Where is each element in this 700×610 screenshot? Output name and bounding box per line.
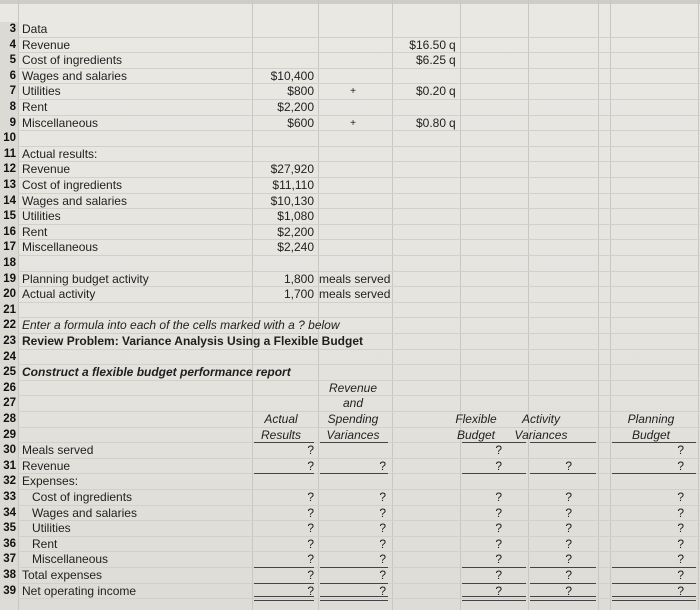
row-label: Actual results: [22,146,98,161]
flexible-budget-cell[interactable]: ? [495,490,502,504]
flexible-budget-cell[interactable]: ? [495,552,502,567]
column-header-rev_spending: Variances [326,427,380,442]
revenue-spending-variance-cell[interactable]: ? [379,583,386,598]
column-gridline [598,0,599,610]
flexible-budget-cell[interactable]: ? [495,583,502,598]
net-income-double-underline [462,596,526,601]
net-income-double-underline [320,596,388,601]
row-number[interactable]: 8 [0,100,18,116]
row-number[interactable]: 22 [0,318,18,334]
row-number[interactable]: 31 [0,459,18,475]
expenses-subtotal-underline [530,567,596,568]
row-gridline [0,255,700,256]
activity-variance-cell[interactable]: ? [565,505,572,520]
revenue-underline [254,473,314,474]
row-label: Wages and salaries [32,505,137,520]
row-gridline [0,161,700,162]
fixed-value-cell: $10,400 [270,68,314,83]
fixed-value-cell: $800 [287,84,314,99]
actual-results-cell[interactable]: ? [307,505,314,520]
fixed-value-cell: 1,700 [283,287,314,302]
expenses-subtotal-underline [612,567,696,568]
row-label: Miscellaneous [32,552,109,567]
row-label: Utilities [22,209,61,224]
column-header-rev_spending: and [342,396,364,411]
revenue-spending-variance-cell[interactable]: ? [379,490,386,504]
header-underline [254,442,314,443]
expenses-subtotal-underline [462,567,526,568]
column-header-activity: Activity [521,412,560,426]
revenue-spending-variance-cell[interactable]: ? [379,568,386,582]
variable-rate-cell: $0.80 [415,115,446,130]
column-gridline [318,0,319,610]
net-income-double-underline [254,596,314,601]
row-label: Total expenses [22,568,103,582]
row-label: Utilities [22,84,61,99]
column-header-rev_spending: Spending [327,412,379,426]
row-label: Review Problem: Variance Analysis Using a Flexible Budget [22,334,364,348]
row-number[interactable]: 26 [0,381,18,397]
row-number[interactable]: 34 [0,506,18,522]
fixed-value-cell: $1,080 [277,209,314,224]
actual-results-cell[interactable]: ? [307,583,314,598]
fixed-value-cell: $2,240 [277,240,314,255]
row-label: Planning budget activity [22,271,149,286]
planning-budget-cell[interactable]: ? [677,536,684,551]
activity-unit-label: meals served [319,271,391,286]
header-underline [530,442,596,443]
column-header-actual: Actual [264,412,298,426]
row-gridline [0,224,700,225]
variable-rate-cell: $0.20 [415,84,446,99]
row-number[interactable]: 36 [0,537,18,553]
row-gridline [0,146,700,147]
actual-results-cell[interactable]: ? [307,568,314,582]
row-number[interactable]: 38 [0,568,18,584]
revenue-underline [530,473,596,474]
expenses-subtotal-underline [254,567,314,568]
row-label: Wages and salaries [22,193,127,208]
planning-budget-cell[interactable]: ? [677,521,684,536]
total-expenses-underline [462,583,526,584]
fixed-value-cell: $10,130 [270,193,314,208]
row-gridline [0,37,700,38]
activity-unit-label: meals served [319,287,391,302]
revenue-underline [612,473,696,474]
row-number[interactable]: 12 [0,162,18,178]
flexible-budget-cell[interactable]: ? [495,536,502,551]
net-income-double-underline [530,596,596,601]
column-gridline [18,0,19,610]
column-gridline [698,0,699,610]
row-number[interactable]: 15 [0,209,18,225]
column-header-flexible: Flexible [455,412,497,426]
row-label: Miscellaneous [22,115,99,130]
planning-budget-cell[interactable]: ? [677,443,684,458]
total-expenses-underline [254,583,314,584]
row-number[interactable]: 10 [0,131,18,147]
revenue-spending-variance-cell[interactable]: ? [379,552,386,567]
row-number[interactable]: 33 [0,490,18,506]
row-label: Meals served [22,443,94,458]
row-number[interactable]: 18 [0,256,18,272]
activity-variance-cell[interactable]: ? [565,583,572,598]
row-number[interactable]: 29 [0,428,18,444]
row-label: Actual activity [22,287,96,302]
total-expenses-underline [530,583,596,584]
row-number[interactable]: 16 [0,225,18,241]
row-label: Miscellaneous [22,240,99,255]
top-edge [0,0,700,4]
revenue-underline [462,473,526,474]
flexible-budget-cell[interactable]: ? [495,443,502,458]
revenue-spending-variance-cell[interactable]: ? [379,536,386,551]
row-number[interactable]: 37 [0,552,18,568]
row-number[interactable]: 28 [0,412,18,428]
planning-budget-cell[interactable]: ? [677,568,684,582]
row-label: Revenue [22,37,71,52]
net-income-double-underline [612,596,696,601]
planning-budget-cell[interactable]: ? [677,552,684,567]
header-underline [612,442,696,443]
column-header-rev_spending: Revenue [328,380,378,395]
row-number[interactable]: 21 [0,303,18,319]
row-number[interactable]: 6 [0,69,18,85]
actual-results-cell[interactable]: ? [307,443,314,458]
unit-q-label: q [449,115,456,130]
actual-results-cell[interactable]: ? [307,490,314,504]
column-gridline [610,0,611,610]
row-label: Expenses: [22,474,79,489]
actual-results-cell[interactable]: ? [307,458,314,473]
row-number[interactable]: 17 [0,240,18,256]
flexible-budget-cell[interactable]: ? [495,568,502,582]
row-number[interactable]: 24 [0,350,18,366]
row-number[interactable]: 13 [0,178,18,194]
row-label: Utilities [32,521,71,536]
actual-results-cell[interactable]: ? [307,536,314,551]
column-header-planning: Budget [631,427,671,442]
row-label: Data [22,22,48,36]
row-label: Rent [32,536,58,551]
column-gridline [528,0,529,610]
revenue-spending-variance-cell[interactable]: ? [379,505,386,520]
activity-variance-cell[interactable]: ? [565,458,572,473]
row-number[interactable]: 35 [0,521,18,537]
row-number[interactable]: 7 [0,84,18,100]
fixed-value-cell: $2,200 [277,224,314,239]
plus-sign: + [350,117,356,129]
flexible-budget-cell[interactable]: ? [495,458,502,473]
row-label: Wages and salaries [22,68,127,83]
header-underline [462,442,526,443]
flexible-budget-cell[interactable]: ? [495,505,502,520]
row-number[interactable]: 5 [0,53,18,69]
column-header-planning: Planning [627,412,675,426]
row-label: Revenue [22,458,71,473]
unit-q-label: q [449,53,456,68]
flexible-budget-cell[interactable]: ? [495,521,502,536]
row-gridline [0,239,700,240]
fixed-value-cell: $2,200 [277,100,314,114]
row-label: Net operating income [22,583,137,598]
actual-results-cell[interactable]: ? [307,552,314,567]
row-number[interactable]: 19 [0,272,18,288]
row-label: Revenue [22,162,71,177]
actual-results-cell[interactable]: ? [307,521,314,536]
row-label: Cost of ingredients [22,178,123,192]
row-number[interactable]: 23 [0,334,18,350]
row-number[interactable]: 27 [0,396,18,412]
total-expenses-underline [612,583,696,584]
activity-variance-cell[interactable]: ? [565,490,572,504]
column-header-activity: Variances [514,427,568,442]
revenue-underline [320,473,388,474]
revenue-spending-variance-cell[interactable]: ? [379,458,386,473]
row-number[interactable]: 3 [0,22,18,38]
row-number[interactable]: 4 [0,38,18,54]
total-expenses-underline [320,583,388,584]
fixed-value-cell: $600 [287,115,314,130]
fixed-value-cell: $11,110 [272,178,314,192]
activity-variance-cell[interactable]: ? [565,536,572,551]
variable-rate-cell: $16.50 [409,37,446,52]
row-label: Construct a flexible budget performance report [22,365,291,380]
revenue-spending-variance-cell[interactable]: ? [379,521,386,536]
planning-budget-cell[interactable]: ? [677,583,684,598]
row-number[interactable]: 9 [0,116,18,132]
fixed-value-cell: $27,920 [270,162,314,177]
header-underline [320,442,388,443]
variable-rate-cell: $6.25 [415,53,446,68]
row-number[interactable]: 11 [0,147,18,163]
column-header-actual: Results [260,427,301,442]
plus-sign: + [350,86,356,98]
row-label: Enter a formula into each of the cells marked with a ? below [22,318,340,333]
activity-variance-cell[interactable]: ? [565,568,572,582]
fixed-value-cell: 1,800 [283,271,314,286]
row-number[interactable]: 30 [0,443,18,459]
row-number[interactable]: 25 [0,365,18,381]
unit-q-label: q [449,84,456,99]
row-number[interactable]: 14 [0,194,18,210]
activity-variance-cell[interactable]: ? [565,521,572,536]
row-label: Cost of ingredients [22,53,123,68]
row-label: Rent [22,100,48,114]
row-label: Rent [22,224,48,239]
unit-q-label: q [449,37,456,52]
row-number[interactable]: 39 [0,584,18,600]
column-header-flexible: Budget [456,427,496,442]
planning-budget-cell[interactable]: ? [677,458,684,473]
planning-budget-cell[interactable]: ? [677,490,684,504]
row-number[interactable]: 20 [0,287,18,303]
row-number[interactable]: 32 [0,474,18,490]
planning-budget-cell[interactable]: ? [677,505,684,520]
row-label: Cost of ingredients [32,490,133,504]
expenses-subtotal-underline [320,567,388,568]
activity-variance-cell[interactable]: ? [565,552,572,567]
